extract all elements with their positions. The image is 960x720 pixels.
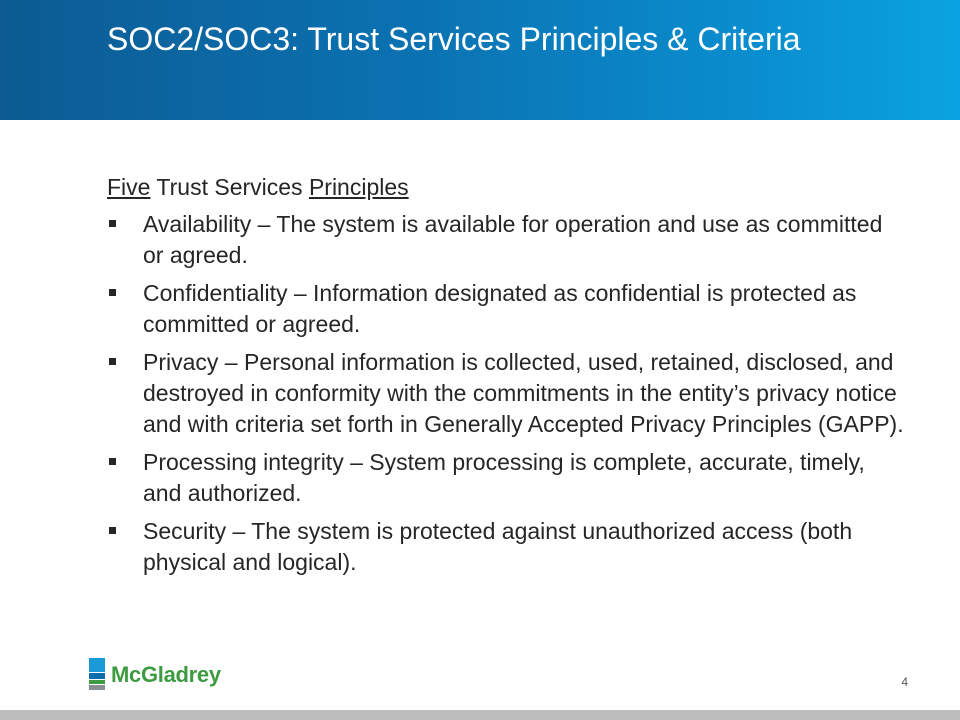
- list-item: [107, 209, 907, 271]
- list-item: [107, 278, 907, 340]
- intro-line: [107, 172, 907, 203]
- mcgladrey-logo-icon: [89, 658, 105, 690]
- slide-body: [107, 172, 907, 585]
- square-bullet-icon: [109, 358, 116, 365]
- square-bullet-icon: [109, 220, 116, 227]
- bullet-text-security: Security – The system is protected against unauthorized access (both physical and logical).: [143, 518, 853, 575]
- square-bullet-icon: [109, 289, 116, 296]
- bullet-text-availability: Availability – The system is available for operation and use as committed or agreed.: [143, 211, 883, 268]
- logo-text: McGladrey: [111, 662, 221, 687]
- list-item: [107, 347, 907, 440]
- slide-title: SOC2/SOC3: Trust Services Principles & Criteria: [107, 21, 801, 57]
- intro-principles: Principles: [308, 174, 409, 200]
- square-bullet-icon: [109, 527, 116, 534]
- bullet-text-confidentiality: Confidentiality – Information designated as confidential is protected as committed or agreed.: [143, 280, 857, 337]
- intro-five: Five: [107, 174, 151, 200]
- list-item: [107, 516, 907, 578]
- title-banner: [0, 0, 960, 120]
- footer-bar: [0, 710, 960, 720]
- page-number: 4: [901, 675, 908, 689]
- principles-list: [107, 209, 907, 578]
- company-logo: [89, 658, 239, 690]
- list-item: [107, 447, 907, 509]
- square-bullet-icon: [109, 458, 116, 465]
- bullet-text-processing-integrity: Processing integrity – System processing is complete, accurate, timely, and authorized.: [143, 449, 865, 506]
- intro-middle: Trust Services: [150, 174, 309, 200]
- bullet-text-privacy: Privacy – Personal information is collected, used, retained, disclosed, and destroyed in conformity with the commitments in the entity’s privacy notice and with criteria set forth in Generally Accepted Privacy Principles (GAPP).: [143, 349, 904, 437]
